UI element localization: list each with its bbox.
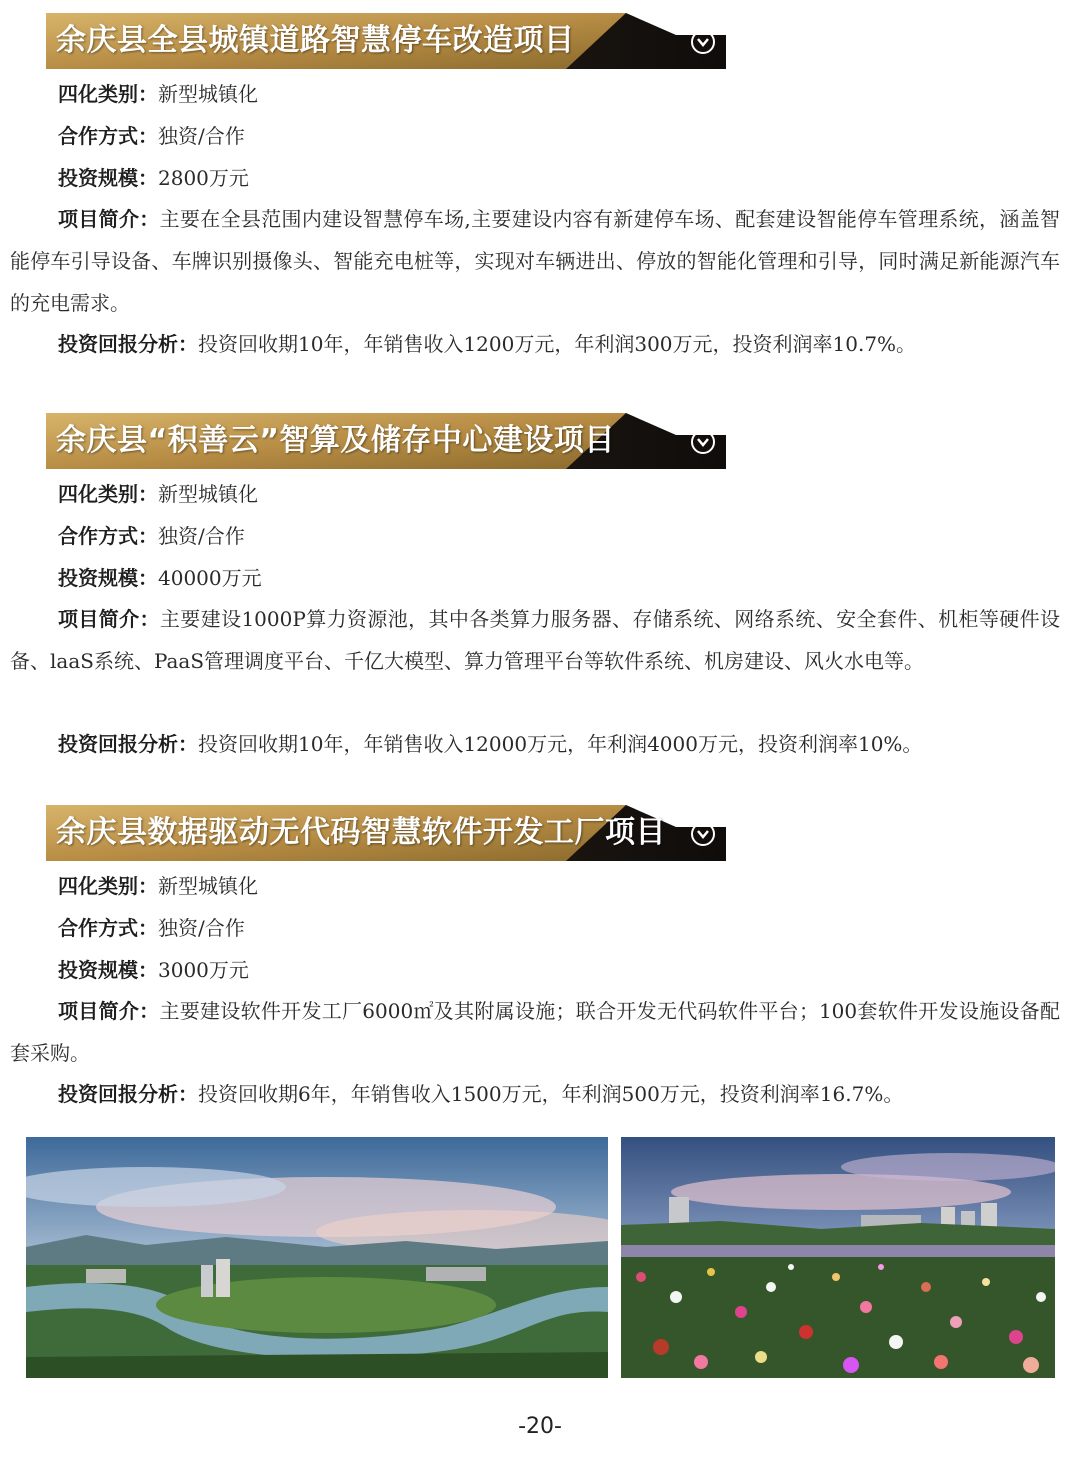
return-value: 投资回收期6年，年销售收入1500万元，年利润500万元，投资利润率16.7%。 [198,1082,904,1106]
cooperation-label: 合作方式： [58,916,158,940]
category-line [58,480,258,508]
category-value: 新型城镇化 [158,82,258,106]
category-value: 新型城镇化 [158,482,258,506]
scale-label: 投资规模： [58,166,158,190]
intro-label: 项目简介： [58,999,160,1023]
cooperation-line [58,522,245,550]
category-line [58,80,258,108]
chevron-down-icon[interactable] [690,429,716,455]
cooperation-line [58,914,245,942]
cooperation-label: 合作方式： [58,124,158,148]
intro-text: 主要建设软件开发工厂6000㎡及其附属设施；联合开发无代码软件平台；100套软件开发设施设备配套采购。 [10,999,1060,1065]
scale-line [58,564,262,592]
project-title-banner [46,13,726,69]
intro-label: 项目简介： [58,207,160,231]
intro-label: 项目简介： [58,607,160,631]
category-label: 四化类别： [58,82,158,106]
return-label: 投资回报分析： [58,332,198,356]
return-line [58,1080,903,1108]
scale-value: 3000万元 [158,958,249,982]
scale-value: 2800万元 [158,166,249,190]
landscape-photo-river [26,1137,608,1378]
category-label: 四化类别： [58,482,158,506]
return-label: 投资回报分析： [58,732,198,756]
cooperation-line [58,122,245,150]
project-title: 余庆县“积善云”智算及储存中心建设项目 [56,423,615,458]
intro-paragraph [10,598,1060,682]
page-number: -20- [518,1414,562,1439]
project-title: 余庆县全县城镇道路智慧停车改造项目 [56,23,575,58]
category-value: 新型城镇化 [158,874,258,898]
intro-paragraph [10,990,1060,1074]
scale-label: 投资规模： [58,566,158,590]
scale-line [58,164,249,192]
scale-label: 投资规模： [58,958,158,982]
intro-text: 主要建设1000P算力资源池，其中各类算力服务器、存储系统、网络系统、安全套件、机柜等硬件设备、laaS系统、PaaS管理调度平台、千亿大模型、算力管理平台等软件系统、机房建设、风火水电等。 [10,607,1060,673]
landscape-photo-flowers [621,1137,1055,1378]
return-line [58,730,922,758]
intro-text: 主要在全县范围内建设智慧停车场,主要建设内容有新建停车场、配套建设智能停车管理系统，涵盖智能停车引导设备、车牌识别摄像头、智能充电桩等，实现对车辆进出、停放的智能化管理和引导，同时满足新能源汽车的充电需求。 [10,207,1061,315]
chevron-down-icon[interactable] [690,29,716,55]
intro-paragraph [10,198,1060,324]
project-title-banner [46,805,726,861]
return-value: 投资回收期10年，年销售收入1200万元，年利润300万元，投资利润率10.7%。 [198,332,917,356]
project-title-banner [46,413,726,469]
return-label: 投资回报分析： [58,1082,198,1106]
cooperation-value: 独资/合作 [158,124,245,148]
category-line [58,872,258,900]
category-label: 四化类别： [58,874,158,898]
scale-line [58,956,249,984]
cooperation-value: 独资/合作 [158,916,245,940]
chevron-down-icon[interactable] [690,821,716,847]
return-value: 投资回收期10年，年销售收入12000万元，年利润4000万元，投资利润率10%。 [198,732,923,756]
cooperation-label: 合作方式： [58,524,158,548]
project-title: 余庆县数据驱动无代码智慧软件开发工厂项目 [56,815,666,850]
scale-value: 40000万元 [158,566,262,590]
cooperation-value: 独资/合作 [158,524,245,548]
return-line [58,330,916,358]
